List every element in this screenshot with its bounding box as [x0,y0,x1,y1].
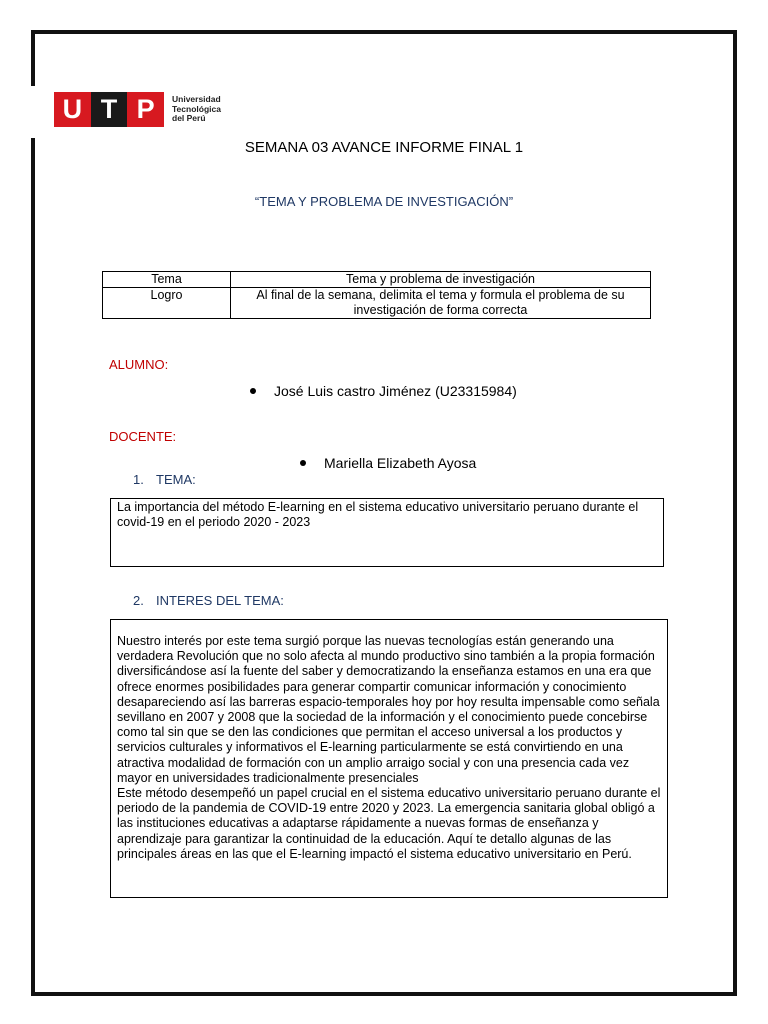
docente-label: DOCENTE: [109,429,177,444]
document-title: SEMANA 03 AVANCE INFORME FINAL 1 [244,139,524,156]
tema-box [110,498,664,567]
section-2-heading [133,593,284,608]
section-title: TEMA: [156,472,196,487]
logo-letter-t: T [91,92,128,127]
logo-line-2: Tecnológica [172,103,221,114]
info-table [102,271,651,319]
page-border-left-upper [31,30,35,86]
page-border-left-lower [31,138,35,996]
table-cell-key: Tema [103,272,231,288]
section-number: 1. [133,472,144,487]
docente-item [300,455,476,471]
bullet-icon [300,460,306,466]
page-border-bottom [31,992,737,996]
interes-paragraph-2: Este método desempeñó un papel crucial en el sistema educativo universitario peruano durante el periodo de la pandemia de COVID-19 entre 2020 y 2023. La emergencia sanitaria global obligó a las instituciones educativas a adaptarse rápidamente a nuevas formas de enseñanza y aprendizaje para garantizar la continuidad de la educación. Aquí te detallo algunas de las principales áreas en las que el E-learning impactó el sistema educativo universitario en Perú. [117,786,661,861]
page-border-right [733,30,737,996]
utp-logo-mark [54,92,164,127]
page-border-top [31,30,737,34]
section-title: INTERES DEL TEMA: [156,593,284,608]
interes-paragraph-1: Nuestro interés por este tema surgió porque las nuevas tecnologías están generando una verdadera Revolución que no solo afecta al mundo productivo sino también a la propia formación diversificándose así la fuente del saber y democratizando la enseñanza estamos en una era que ofrece enormes posibilidades para generar compartir comunicar información y conocimiento desapareciendo así las barreras espacio-temporales hoy por hoy resulta impensable como señala sevillano en 2007 y 2008 que la sociedad de la información y el conocimiento puede concebirse como tal sin que se den las condiciones que permitan el acceso universal a los productos y servicios culturales y informativos el E-learning particularmente se está convirtiendo en una atractiva modalidad de formación con un amplio arraigo social y con una presencia cada vez mayor en universidades tradicionalmente presenciales [117,634,660,785]
tema-text: La importancia del método E-learning en el sistema educativo universitario peruano durante el covid-19 en el periodo 2020 - 2023 [117,500,639,530]
bullet-icon [250,388,256,394]
table-row [103,288,651,319]
table-cell-value: Tema y problema de investigación [231,272,651,288]
logo-letter-p: P [127,92,164,127]
section-1-heading [133,472,196,487]
section-number: 2. [133,593,144,608]
alumno-item [250,383,517,399]
interes-box [110,619,668,898]
table-cell-key: Logro [103,288,231,319]
alumno-name: José Luis castro Jiménez (U23315984) [274,383,517,399]
table-cell-value: Al final de la semana, delimita el tema y formula el problema de su investigación de forma correcta [231,288,651,319]
table-row [103,272,651,288]
utp-logo [54,92,221,127]
logo-letter-u: U [54,92,91,127]
logo-wordmark [172,95,221,124]
logo-line-3: del Perú [172,113,206,124]
docente-name: Mariella Elizabeth Ayosa [324,455,477,471]
logo-line-1: Universidad [172,94,221,105]
alumno-label: ALUMNO: [109,357,169,372]
document-subtitle: “TEMA Y PROBLEMA DE INVESTIGACIÓN” [254,194,514,209]
